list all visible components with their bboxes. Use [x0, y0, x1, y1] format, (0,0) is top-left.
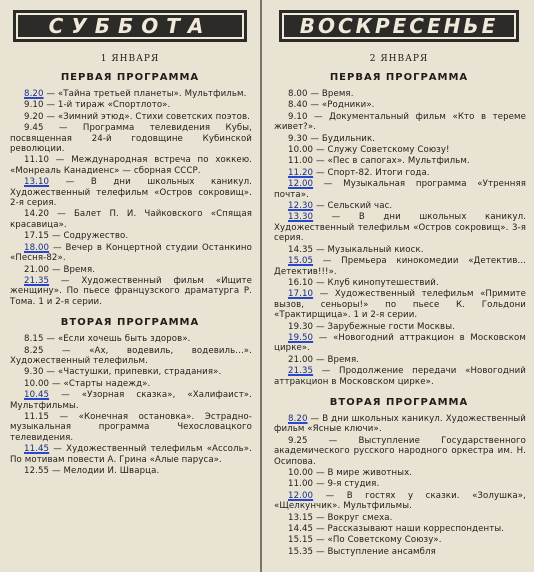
listing-text: — В гостях у сказки. «Золушка», «Щелкунчик». Мультфильмы. — [274, 490, 526, 512]
listing-time: 15.35 — [288, 546, 314, 557]
sunday-column — [268, 0, 530, 572]
listing-entry — [274, 112, 526, 133]
listing-time: 19.30 — [288, 321, 314, 332]
listing-entry — [274, 535, 526, 545]
listing-text: — Музыкальная программа «Утренняя почта». — [274, 179, 526, 200]
listing-text: — «Частушки, припевки, страдания». — [43, 367, 222, 378]
listing-text: — Спорт-82. Итоги года. — [313, 167, 430, 178]
listing-entry — [10, 112, 252, 122]
listing-time: 15.05 — [288, 256, 314, 267]
listing-entry — [274, 513, 526, 523]
listing-entry — [10, 123, 252, 154]
listing-entry — [10, 100, 252, 110]
listing-entry — [274, 256, 526, 277]
listing-time: 13.15 — [288, 512, 314, 523]
listing-text: — Выступление Государственного академического русского народного оркестра им. Н. Осипова. — [274, 435, 526, 467]
listing-text: — «Зимний этюд». Стихи советских поэтов. — [43, 111, 250, 122]
listing-text: — Служу Советскому Союзу! — [313, 145, 450, 156]
listing-time: 11.00 — [288, 479, 314, 490]
listing-entry — [274, 491, 526, 512]
listing-text: — В дни школьных каникул. Художественный телефильм «Остров сокровищ». 3-я серия. — [274, 212, 526, 244]
listing-time: 12.55 — [24, 466, 50, 476]
listing-text: — Художественный телефильм «Примите вызов, сеньоры!» по пьесе К. Гольдони «Трактирщица». 1 и 2-я серии. — [274, 289, 526, 321]
listing-entry — [10, 276, 252, 307]
listing-time: 8.40 — [288, 100, 308, 111]
listing-time: 8.15 — [24, 334, 44, 345]
listing-entry — [10, 209, 252, 230]
listing-time: 8.25 — [24, 345, 44, 356]
listing-entry — [274, 278, 526, 288]
listing-time: 9.10 — [24, 100, 44, 111]
listing-entry — [10, 334, 252, 344]
listing-text: — «Узорная сказка», «Халифаист». Мультфильмы. — [10, 390, 252, 411]
listing-text: — Художественный фильм «Ищите женщину». По пьесе французского драматурга Р. Тома. 1 и 2-я серии. — [10, 275, 252, 307]
listing-time: 13.10 — [24, 177, 50, 188]
listing-time: 16.10 — [288, 277, 314, 288]
listing-text: — 9-я студия. — [313, 479, 380, 490]
listing-entry — [274, 145, 526, 155]
program-heading: ПЕРВАЯ ПРОГРАММА — [329, 72, 469, 83]
date-heading: 1 ЯНВАРЯ — [100, 54, 160, 64]
listing-text: — Художественный телефильм «Ассоль». По мотивам повести А. Грина «Алые паруса». — [10, 444, 252, 465]
listing-entry — [274, 547, 526, 557]
listing-text: — В дни школьных каникул. Художественный телефильм «Остров сокровищ». 2-я серия. — [10, 177, 252, 209]
listing-entry — [274, 212, 526, 243]
listing-entry — [10, 155, 252, 176]
listing-time: 21.00 — [288, 354, 314, 365]
program-list — [4, 334, 256, 476]
listing-time: 12.00 — [288, 490, 314, 501]
listing-time: 9.30 — [24, 367, 44, 378]
listing-entry — [274, 468, 526, 478]
listing-entry — [10, 444, 252, 465]
listing-time: 11.45 — [24, 444, 50, 455]
listing-text: — Будильник. — [307, 133, 376, 144]
listing-text: — Клуб кинопутешествий. — [313, 277, 439, 288]
column-divider — [260, 0, 262, 572]
listing-text: — «По Советскому Союзу». — [313, 535, 442, 546]
listing-time: 15.15 — [288, 535, 314, 546]
listing-text: — «Конечная остановка». Эстрадно-музыкальная программа Чехословацкого телевидения. — [10, 411, 252, 443]
listing-time: 14.20 — [24, 209, 50, 220]
listing-text: — «Родники». — [307, 100, 375, 111]
listing-time: 11.15 — [24, 411, 50, 422]
listing-entry — [274, 179, 526, 200]
listing-time: 11.00 — [288, 156, 314, 167]
listing-time: 17.15 — [24, 231, 50, 242]
date-heading: 2 ЯНВАРЯ — [369, 54, 429, 64]
listing-time: 10.00 — [288, 468, 314, 478]
listing-text: — Вечер в Концертной студии Останкино «Песня-82». — [10, 242, 252, 264]
listing-text: — Программа телевидения Кубы, посвященная 24-й годовщине Кубинской революции. — [10, 123, 252, 155]
listing-text: — 1-й тираж «Спортлото». — [43, 100, 171, 111]
listing-time: 9.30 — [288, 133, 308, 144]
listing-text: — «Новогодний аттракцион в Московском цирке». — [274, 332, 526, 354]
listing-time: 10.45 — [24, 390, 50, 401]
listing-text: — Музыкальный киоск. — [313, 244, 424, 255]
listing-text: — Время. — [313, 354, 360, 365]
listing-time: 21.35 — [288, 366, 314, 377]
program-list — [268, 89, 530, 387]
listing-entry — [10, 367, 252, 377]
listing-time: 21.35 — [24, 275, 50, 286]
listing-text: — Мелодии И. Шварца. — [49, 466, 160, 476]
listing-time: 10.00 — [288, 145, 314, 156]
listing-entry — [10, 390, 252, 411]
listing-text: — Международная встреча по хоккею. «Монреаль Канадиенс» — сборная СССР. — [10, 155, 252, 176]
listing-text: — Балет П. И. Чайковского «Спящая красавица». — [10, 209, 252, 230]
listing-entry — [274, 134, 526, 144]
day-banner: СУББОТА — [13, 10, 247, 42]
listing-text: — Время. — [49, 264, 96, 275]
listing-entry — [274, 89, 526, 99]
listing-time: 9.10 — [288, 111, 308, 122]
listing-text: — «Пес в сапогах». Мультфильм. — [313, 156, 470, 167]
listing-text: — Документальный фильм «Кто в тереме живет?». — [274, 111, 526, 133]
listing-text: — «Тайна третьей планеты». Мультфильм. — [43, 89, 247, 99]
listing-entry — [274, 156, 526, 166]
listing-time: 9.45 — [24, 123, 44, 134]
listing-entry — [10, 265, 252, 275]
listing-text: — Содружество. — [49, 231, 129, 242]
listing-entry — [10, 379, 252, 389]
listing-text: — «Если хочешь быть здоров». — [43, 334, 191, 345]
listing-time: 19.50 — [288, 332, 314, 343]
listing-time: 12.00 — [288, 179, 314, 190]
listing-entry — [10, 466, 252, 476]
listing-entry — [10, 89, 252, 99]
listing-time: 13.30 — [288, 212, 314, 223]
listing-text: — «Ах, водевиль, водевиль...». Художественный телефильм. — [10, 345, 252, 366]
listing-text: — «Старты надежд». — [49, 378, 151, 389]
listing-entry — [274, 100, 526, 110]
listing-entry — [274, 201, 526, 211]
listing-entry — [274, 366, 526, 387]
listing-text: — В мире животных. — [313, 468, 413, 478]
program-heading: ПЕРВАЯ ПРОГРАММА — [60, 72, 200, 83]
listing-text: — Время. — [307, 89, 354, 99]
listing-time: 14.35 — [288, 244, 314, 255]
listing-text: — В дни школьных каникул. Художественный фильм «Ясные ключи». — [274, 413, 526, 435]
listing-entry — [274, 289, 526, 320]
listing-entry — [274, 436, 526, 467]
listing-entry — [274, 333, 526, 354]
listing-time: 9.20 — [24, 111, 44, 122]
listing-entry — [274, 168, 526, 178]
listing-entry — [274, 322, 526, 332]
program-list — [268, 414, 530, 557]
program-heading: ВТОРАЯ ПРОГРАММА — [329, 396, 469, 408]
listing-text: — Вокруг смеха. — [313, 512, 393, 523]
listing-time: 11.20 — [288, 167, 314, 178]
program-heading: ВТОРАЯ ПРОГРАММА — [60, 317, 200, 329]
listing-entry — [10, 177, 252, 208]
listing-text: — Рассказывают наши корреспонденты. — [313, 524, 505, 535]
listing-text: — Премьера кинокомедии «Детектив... Детектив!!!». — [274, 256, 526, 277]
listing-entry — [274, 479, 526, 489]
listing-entry — [10, 231, 252, 241]
listing-time: 10.00 — [24, 378, 50, 389]
day-banner: ВОСКРЕСЕНЬЕ — [279, 10, 519, 42]
listing-text: — Зарубежные гости Москвы. — [313, 321, 455, 332]
listing-text: — Выступление ансамбля — [313, 546, 436, 557]
listing-entry — [274, 524, 526, 534]
listing-time: 11.10 — [24, 155, 50, 166]
listing-text: — Продолжение передачи «Новогодний аттракцион в Московском цирке». — [274, 366, 526, 387]
listing-time: 18.00 — [24, 242, 50, 253]
listing-text: — Сельский час. — [313, 201, 393, 212]
program-list — [4, 89, 256, 307]
listing-time: 8.20 — [288, 413, 308, 424]
listing-entry — [10, 346, 252, 367]
listing-time: 8.00 — [288, 89, 308, 99]
listing-time: 8.20 — [24, 89, 44, 99]
listing-time: 9.25 — [288, 435, 308, 446]
listing-time: 21.00 — [24, 264, 50, 275]
listing-entry — [274, 355, 526, 365]
listing-entry — [10, 412, 252, 443]
listing-entry — [274, 414, 526, 435]
listing-time: 17.10 — [288, 289, 314, 300]
listing-time: 12.30 — [288, 201, 314, 212]
listing-entry — [10, 243, 252, 264]
listing-time: 14.45 — [288, 524, 314, 535]
saturday-column — [4, 0, 256, 572]
listing-entry — [274, 245, 526, 255]
